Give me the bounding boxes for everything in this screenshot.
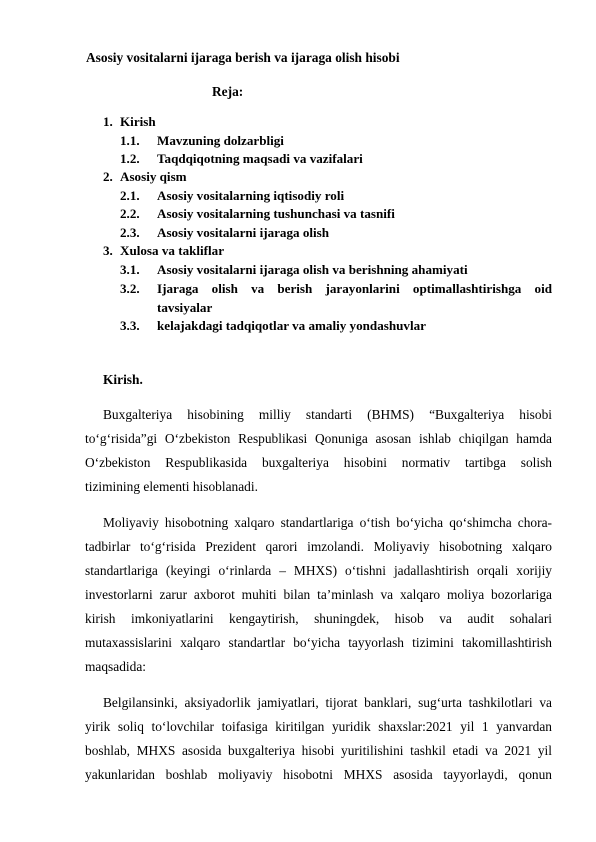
toc-text: tavsiyalar [157, 300, 213, 315]
toc-number: 3. [103, 243, 113, 258]
paragraph-line: to‘g‘risida”gi O‘zbekiston Respublikasi Qonuniga asosan ishlab chiqilgan hamda [85, 431, 552, 446]
toc-number: 2.2. [120, 206, 140, 221]
paragraph-line: boshlab, MHXS asosida buxgalteriya hisobi yuritilishini tashkil etadi va 2021 yil [85, 743, 552, 758]
toc-number: 3.3. [120, 318, 140, 333]
paragraph-line: yakunlaridan boshlab moliyaviy hisobotni MHXS asosida tayyorlaydi, qonun [85, 767, 552, 782]
intro-heading: Kirish. [103, 372, 143, 387]
toc-text: Asosiy qism [120, 169, 187, 184]
paragraph-line: Belgilansinki, aksiyadorlik jamiyatlari, tijorat banklari, sug‘urta tashkilotlari va [103, 695, 552, 710]
paragraph-line: kirish imkoniyatlarini kengaytirish, shuningdek, hisob va audit sohalari [85, 611, 552, 626]
toc-text: kelajakdagi tadqiqotlar va amaliy yondashuvlar [157, 318, 426, 333]
paragraph-line: maqsadida: [85, 659, 146, 674]
paragraph-line: Buxgalteriya hisobining milliy standarti (BHMS) “Buxgalteriya hisobi [103, 407, 552, 422]
toc-text: Asosiy vositalarning iqtisodiy roli [157, 188, 345, 203]
toc-text: Asosiy vositalarni ijaraga olish va berishning ahamiyati [157, 262, 468, 277]
paragraph-1 [85, 403, 552, 499]
toc-number: 2.3. [120, 225, 140, 240]
toc-text: Mavzuning dolzarbligi [157, 133, 284, 148]
toc-number: 2. [103, 169, 113, 184]
paragraph-line: tadbirlar to‘g‘risida Prezident qarori imzolandi. Moliyaviy hisobotning xalqaro [85, 539, 552, 554]
paragraph-3 [85, 691, 552, 787]
toc-text: Asosiy vositalarni ijaraga olish [157, 225, 330, 240]
paragraph-2 [85, 511, 552, 679]
paragraph-line: tizimining elementi hisoblanadi. [85, 479, 258, 494]
paragraph-line: Moliyaviy hisobotning xalqaro standartlariga o‘tish bo‘yicha qo‘shimcha chora- [103, 515, 552, 530]
plan-label: Reja: [212, 84, 244, 99]
paragraph-line: O‘zbekiston Respublikasida buxgalteriya hisobini normativ tartibga solish [85, 455, 552, 470]
toc-text: Kirish [120, 114, 156, 129]
toc-text: Ijaraga olish va berish jarayonlarini optimallashtirishga oid [157, 281, 552, 296]
toc-text: Asosiy vositalarning tushunchasi va tasnifi [157, 206, 395, 221]
toc-number: 3.1. [120, 262, 140, 277]
paragraph-line: mutaxassislarini xalqaro standartlar bo‘yicha tayyorlash tizimini takomillashtirish [85, 635, 552, 650]
toc-text: Taqdqiqotning maqsadi va vazifalari [157, 151, 363, 166]
paragraph-line: yirik soliq to‘lovchilar toifasiga kiritilgan yuridik shaxslar:2021 yil 1 yanvardan [85, 719, 552, 734]
toc-text: Xulosa va takliflar [120, 243, 225, 258]
toc-number: 1.2. [120, 151, 140, 166]
paragraph-line: standartlariga (keyingi o‘rinlarda – MHXS) o‘tishni jadallashtirish orqali xorijiy [85, 563, 552, 578]
toc-number: 2.1. [120, 188, 140, 203]
toc-number: 3.2. [120, 281, 140, 296]
toc-number: 1.1. [120, 133, 140, 148]
toc-number: 1. [103, 114, 113, 129]
document-title: Asosiy vositalarni ijaraga berish va ijaraga olish hisobi [86, 50, 400, 65]
paragraph-line: investorlarni zarur axborot muhiti bilan ta’minlash va xalqaro moliya bozorlariga [85, 587, 552, 602]
